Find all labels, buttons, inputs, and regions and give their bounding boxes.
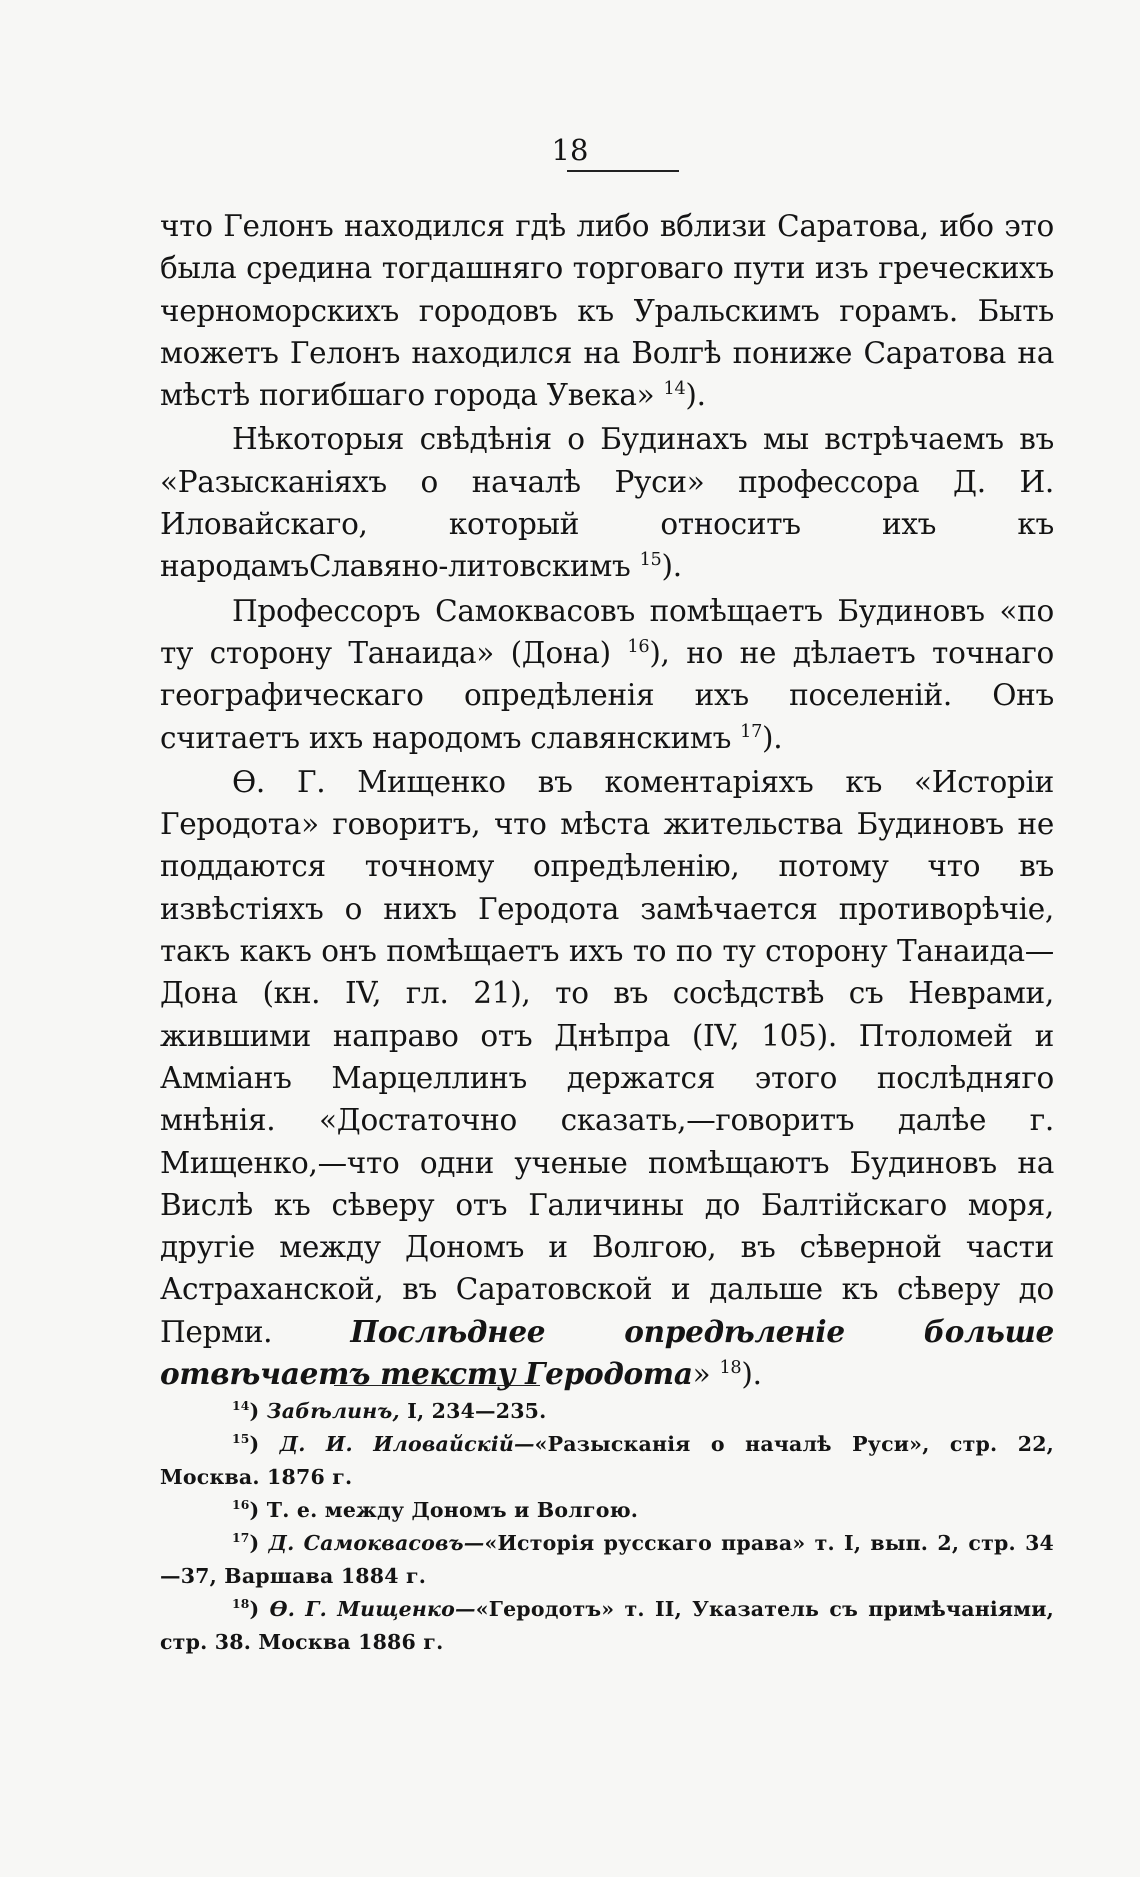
paragraph — [160, 205, 1054, 416]
paragraph — [160, 761, 1054, 1395]
paragraph-text: ). — [741, 1357, 762, 1392]
paragraph-text: Ѳ. Г. Мищенко въ коментаріяхъ къ «Исторіи Геродота» говоритъ, что мѣста жительства Будиновъ не поддаются точному опредѣленію, потому что въ извѣстіяхъ о нихъ Геродота замѣчается противорѣчіе, такъ какъ онъ помѣщаетъ ихъ то по ту сторону Танаида—Дона (кн. IV, гл. 21), то въ сосѣдствѣ съ Неврами, жившими направо отъ Днѣпра (IV, 105). Птоломей и Аммiанъ Марцеллинъ держатся этого послѣдняго мнѣнія. «Достаточно сказать,—говоритъ далѣе г. Мищенко,—что одни ученые помѣщаютъ Будиновъ на Вислѣ къ сѣверу отъ Галичины до Балтійскаго моря, другіе между Дономъ и Волгою, въ сѣверной части Астраханской, въ Саратовской и дальше къ сѣверу до Перми. — [160, 764, 1054, 1349]
footnote-number: 15 — [232, 1431, 250, 1447]
paragraph-text: ). — [762, 720, 783, 755]
footnote-text: «Разысканія о началѣ Руси», стр. 22, Москва. 1876 г. — [160, 1432, 1054, 1489]
paragraph — [160, 590, 1054, 759]
footnote-number: 18 — [232, 1596, 250, 1612]
footnote-number: 17 — [232, 1530, 250, 1546]
paragraph-text: что Гелонъ находился гдѣ либо вблизи Саратова, ибо это была средина тогдашняго торговаго пути изъ греческихъ черноморскихъ городовъ къ Уральскимъ горамъ. Быть можетъ Гелонъ находился на Волгѣ пониже Саратова на мѣстѣ погибшаго города Увека» — [160, 209, 1054, 413]
paragraph-text: Нѣкоторыя свѣдѣнія о Будинахъ мы встрѣчаемъ въ «Разысканіяхъ о началѣ Руси» профессора Д. И. Иловайскаго, который относитъ ихъ къ народамъСлавяно-литовскимъ — [160, 422, 1054, 584]
footnote-ref[interactable]: 14 — [663, 379, 686, 400]
emphasis-text: Послѣднее опредѣленіе больше отвѣчаетъ тексту Геродота — [160, 1313, 1054, 1392]
footnote-text: I, 234—235. — [399, 1399, 547, 1423]
footnote: $^{18}$) Ѳ. Г. Мищенко—«Геродотъ» т. II, Указатель съ примѣчаніями, стр. 38. Москва 1886 г. — [160, 1596, 1054, 1654]
footnote-rule — [334, 1385, 540, 1386]
paragraph-text: » — [692, 1357, 720, 1392]
footnote-author: Д. Самоквасовъ— — [268, 1531, 485, 1555]
paragraph-text: ), но не дѣлаетъ точнаго географическаго опредѣленія ихъ поселеній. Онъ считаетъ ихъ народомъ славянскимъ — [160, 635, 1054, 755]
footnote-ref[interactable]: 17 — [740, 721, 763, 742]
paragraph-text: Профессоръ Самоквасовъ помѣщаетъ Будиновъ «по ту сторону Танаида» (Дона) — [160, 593, 1054, 670]
footnote-number: 16 — [232, 1497, 250, 1513]
footnote-text: Т. е. между Дономъ и Волгою. — [266, 1498, 639, 1522]
footnote: $^{17}$) Д. Самоквасовъ—«Исторія русскаго права» т. I, вып. 2, стр. 34—37, Варшава 1884 г. — [160, 1530, 1054, 1588]
footnote-ref[interactable]: 15 — [639, 550, 662, 571]
paragraph-text: ). — [685, 378, 706, 413]
page-number: 18 — [551, 133, 589, 167]
page-number-rule — [567, 170, 679, 172]
footnote-author: Ѳ. Г. Мищенко— — [269, 1597, 476, 1621]
footnote-author: Забѣлинъ, — [266, 1399, 400, 1423]
footnote: $^{16}$) Т. е. между Дономъ и Волгою. — [232, 1497, 639, 1522]
footnote-number: 14 — [232, 1398, 250, 1414]
footnote-ref[interactable]: 16 — [627, 637, 650, 658]
footnote-author: Д. И. Иловайскій— — [279, 1432, 535, 1456]
footnote-text: «Геродотъ» т. II, Указатель съ примѣчаніями, стр. 38. Москва 1886 г. — [160, 1597, 1054, 1654]
footnote-ref[interactable]: 18 — [719, 1358, 742, 1379]
footnote-text: «Исторія русскаго права» т. I, вып. 2, стр. 34—37, Варшава 1884 г. — [160, 1531, 1054, 1588]
footnote: $^{14}$) Забѣлинъ, I, 234—235. — [232, 1398, 547, 1423]
footnote: $^{15}$) Д. И. Иловайскій—«Разысканія о началѣ Руси», стр. 22, Москва. 1876 г. — [160, 1431, 1054, 1489]
main-text — [160, 205, 1054, 1395]
footnotes — [160, 1395, 1054, 1659]
paragraph-text: ). — [661, 549, 682, 584]
paragraph — [160, 418, 1054, 587]
